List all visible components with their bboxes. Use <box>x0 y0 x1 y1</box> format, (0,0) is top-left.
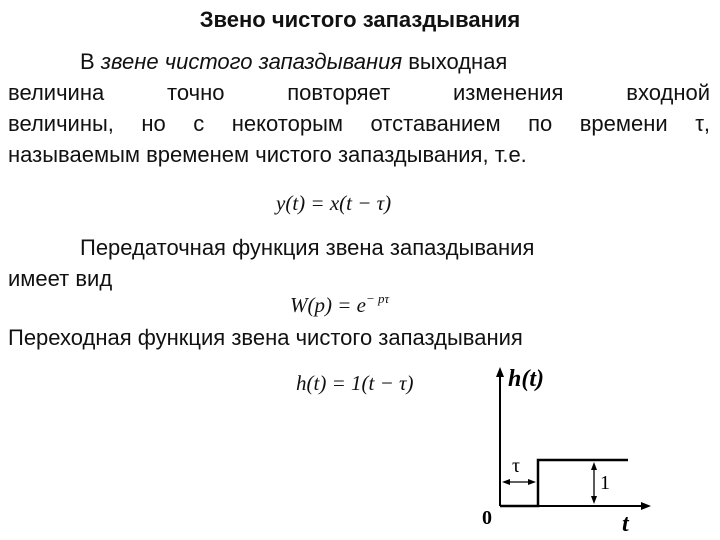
paragraph-definition-line-1 <box>8 46 710 77</box>
formula-transfer-function <box>290 286 389 318</box>
page-title: Звено чистого запаздывания <box>199 7 521 32</box>
formula-text: h(t) = 1(t − τ) <box>296 371 414 395</box>
paragraph-transfer-line-2: имеет вид <box>8 266 113 291</box>
step-response-graph <box>476 358 652 536</box>
paragraph-definition-line-4: называемым временем чистого запаздывания, т.е. <box>8 142 527 167</box>
formula-delay-equation <box>276 190 391 216</box>
origin-label: 0 <box>482 507 492 529</box>
delay-label: τ <box>512 455 521 477</box>
text-italic-term: звене чистого запаздывания <box>100 49 403 74</box>
formula-exponent: − pτ <box>365 291 390 306</box>
paragraph-transfer-text: Передаточная функция звена запаздывания <box>80 235 535 260</box>
formula-step-response <box>296 370 414 396</box>
formula-base: W(p) = e <box>290 293 366 317</box>
paragraph-definition-line-2: величина точно повторяет изменения входной <box>8 80 710 105</box>
paragraph-transfer-function <box>8 232 710 294</box>
paragraph-definition-line-3: величины, но с некоторым отставанием по времени τ, <box>8 111 710 136</box>
x-axis-label: t <box>622 511 629 536</box>
paragraph-step-response: Переходная функция звена чистого запаздывания <box>8 325 523 350</box>
paragraph-definition <box>8 46 710 170</box>
text-normal: В <box>80 49 101 74</box>
step-height-label: 1 <box>600 472 610 494</box>
y-axis-label: h(t) <box>508 366 544 392</box>
paragraph-transfer-line-1 <box>8 232 710 263</box>
text-normal: выходная <box>402 49 508 74</box>
formula-text: y(t) = x(t − τ) <box>276 191 392 215</box>
